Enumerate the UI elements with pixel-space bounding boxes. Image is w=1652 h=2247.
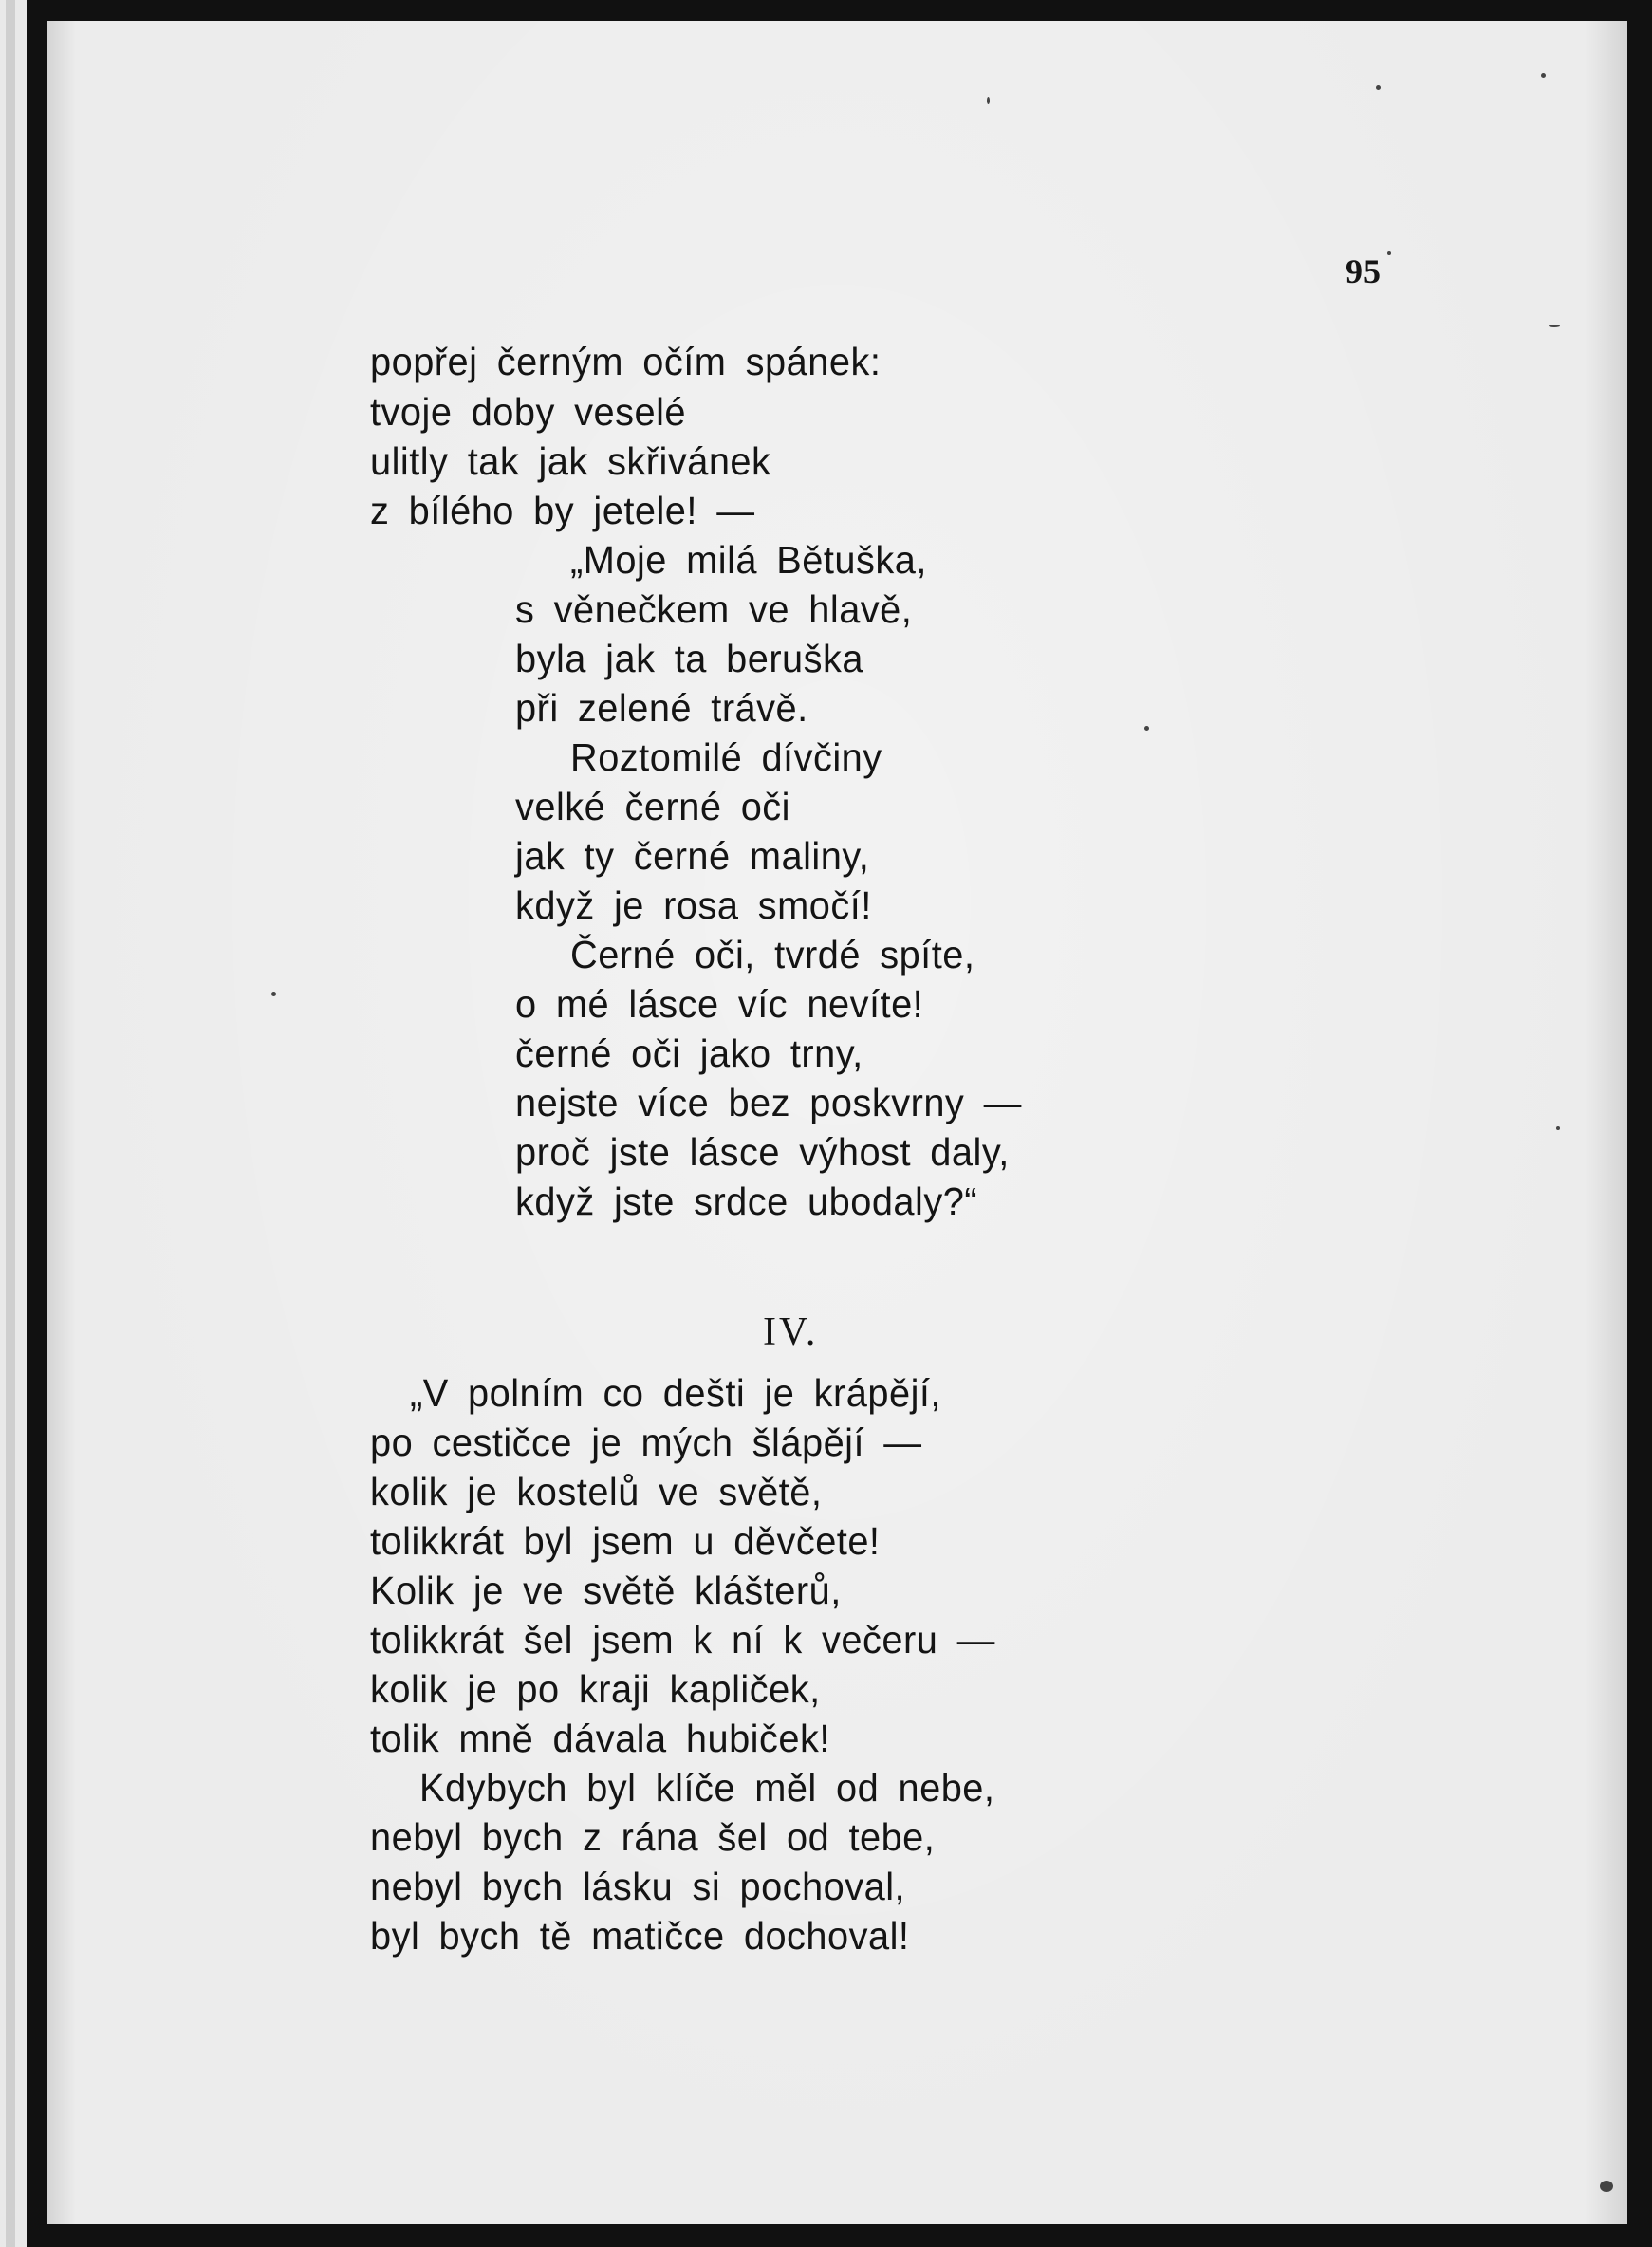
previous-page-edge [0,0,27,2247]
scan-speck [1376,85,1381,90]
poem-line: nebyl bych z rána šel od tebe, [370,1815,936,1859]
scan-speck [1144,726,1149,731]
poem-line: velké černé oči [515,785,790,828]
poem-line: tolikkrát šel jsem k ní k večeru — [370,1618,995,1662]
poem-line: tolikkrát byl jsem u děvčete! [370,1519,881,1563]
poem-line: černé oči jako trny, [515,1031,863,1075]
poem-line: tvoje doby veselé [370,390,687,434]
section-heading: IV. [763,1310,819,1354]
poem-line: když jste srdce ubodaly?“ [515,1179,978,1223]
poem-line: ulitly tak jak skřivánek [370,439,771,483]
poem-line: po cestičce je mých šlápějí — [370,1421,922,1464]
scan-speck [1600,2181,1613,2192]
poem-line: kolik je po kraji kapliček, [370,1667,821,1711]
scan-speck [1541,73,1546,78]
poem-line: z bílého by jetele! — [370,489,755,532]
scan-speck [1387,251,1391,255]
poem-line: Kolik je ve světě klášterů, [370,1569,842,1612]
poem-line: Kdybych byl klíče měl od nebe, [419,1766,995,1810]
scan-speck [1556,1126,1560,1130]
poem-line: byla jak ta beruška [515,637,864,680]
poem-line: „V polním co dešti je krápějí, [410,1371,941,1415]
poem-line: s věnečkem ve hlavě, [515,587,913,631]
scan-speck [987,97,990,104]
poem-line: Roztomilé dívčiny [570,735,882,779]
poem-line: při zelené trávě. [515,686,808,730]
poem-line: jak ty černé maliny, [515,834,870,878]
scan-speck [271,992,276,996]
poem-line: „Moje milá Bětuška, [570,538,927,582]
previous-page-shadow [6,0,15,2247]
poem-line: Černé oči, tvrdé spíte, [570,933,975,976]
poem-line: nejste více bez poskvrny — [515,1081,1022,1124]
page-number: 95 [1346,252,1382,290]
book-page [47,21,1627,2224]
poem-line: popřej černým očím spánek: [370,340,882,383]
poem-line: tolik mně dávala hubiček! [370,1717,830,1760]
poem-line: nebyl bych lásku si pochoval, [370,1865,906,1908]
poem-line: o mé lásce víc nevíte! [515,982,924,1026]
poem-line: byl bych tě matičce dochoval! [370,1914,910,1958]
poem-line: kolik je kostelů ve světě, [370,1470,823,1513]
poem-line: proč jste lásce výhost daly, [515,1130,1010,1174]
scan-speck [1549,325,1560,327]
poem-line: když je rosa smočí! [515,883,872,927]
